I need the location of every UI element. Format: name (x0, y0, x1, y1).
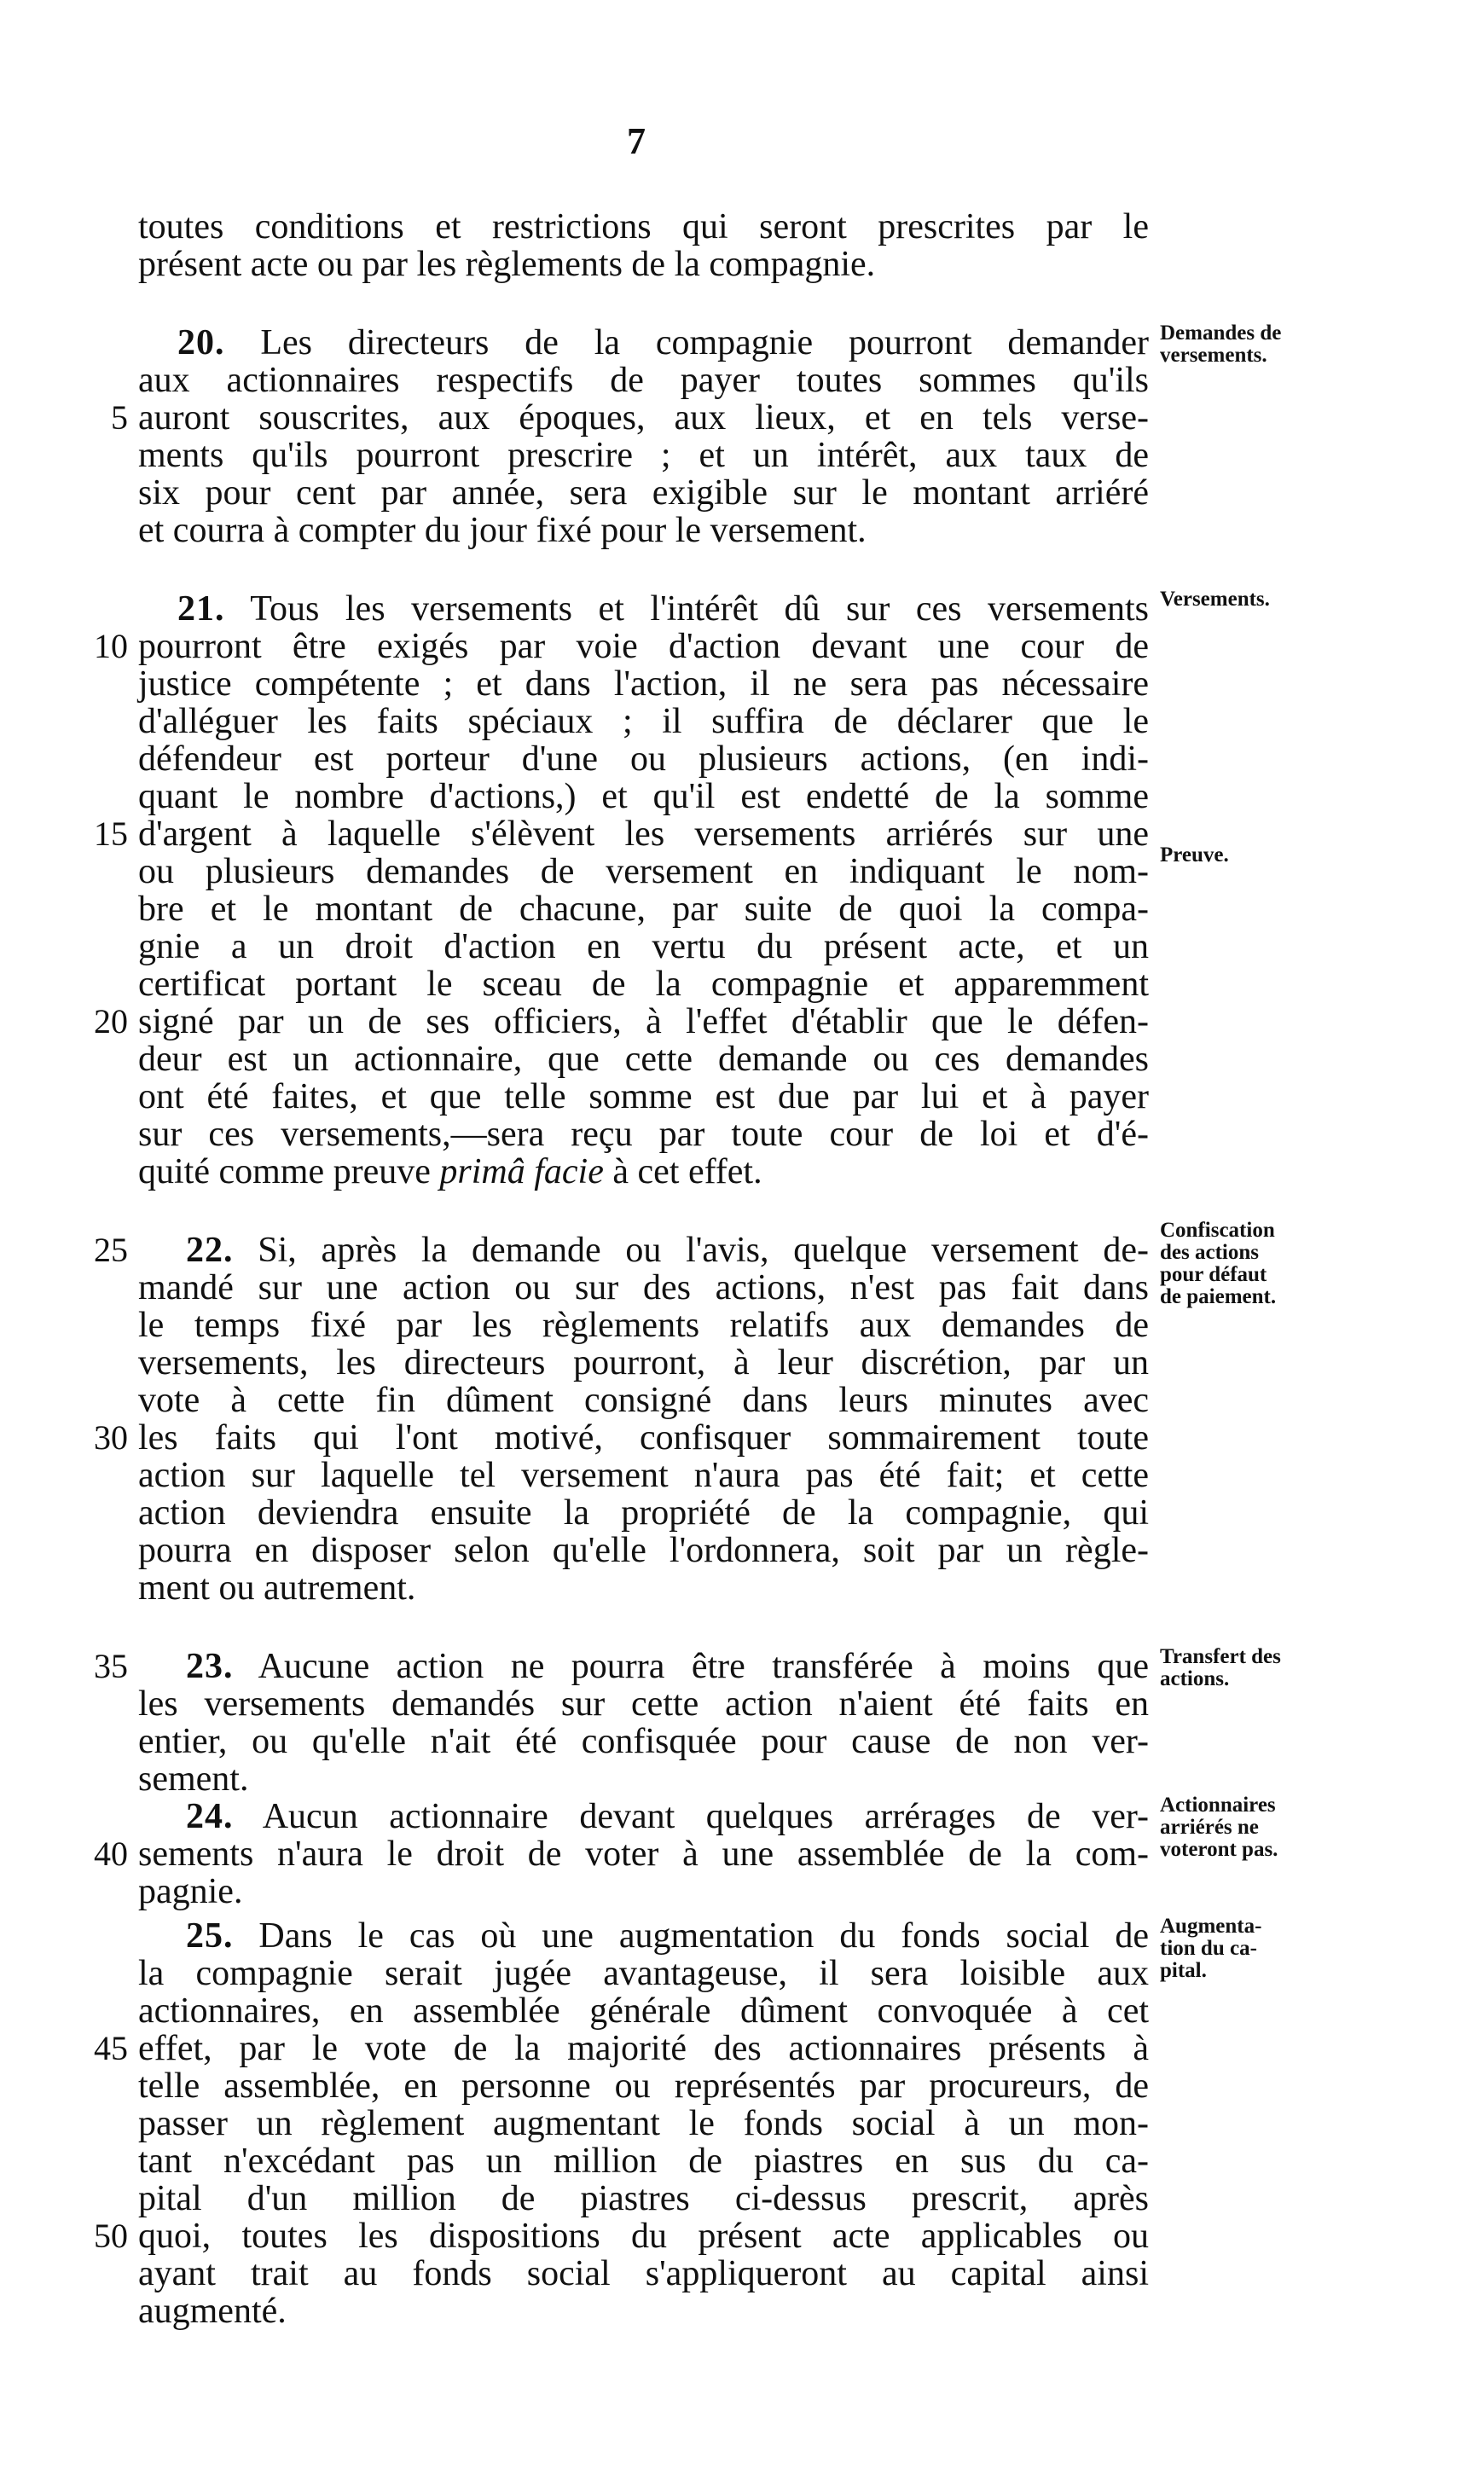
line-text: Dans le cas où une augmentation du fonds social de (258, 1916, 1149, 1956)
text-line (177, 324, 1149, 362)
margin-note (1160, 1916, 1484, 1982)
line-text: certificat portant le sceau de la compagnie et apparemment (138, 965, 1149, 1004)
line-text: ayant trait au fonds social s'appliqueront au capital ainsi (138, 2254, 1149, 2293)
text-line (138, 512, 1149, 549)
section-number: 21. (177, 589, 225, 629)
line-text: les faits qui l'ont motivé, confisquer sommairement toute (138, 1418, 1149, 1458)
margin-note (1160, 322, 1484, 367)
text-line (138, 1873, 1149, 1910)
line-text: justice compétente ; et dans l'action, il ne sera pas nécessaire (138, 664, 1149, 704)
text-line (138, 1992, 1149, 2030)
line-text: entier, ou qu'elle n'ait été confisquée pour cause de non ver- (138, 1722, 1149, 1761)
line-text: quoi, toutes les dispositions du présent acte applicables ou (138, 2217, 1149, 2256)
line-text: pourra en disposer selon qu'elle l'ordonnera, soit par un règle- (138, 1531, 1149, 1570)
margin-note-line: pital. (1160, 1959, 1207, 1982)
line-number: 25 (94, 1231, 128, 1269)
line-text: action sur laquelle tel versement n'aura pas été fait; et cette (138, 1456, 1149, 1495)
text-line (138, 1382, 1149, 1419)
text-line (138, 2292, 1149, 2330)
text-line (186, 1648, 1149, 1685)
margin-note-line: voteront pas. (1160, 1838, 1278, 1861)
line-text: bre et le montant de chacune, par suite de quoi la compa- (138, 890, 1149, 929)
text-line (138, 1955, 1149, 1992)
line-text: la compagnie serait jugée avantageuse, il sera loisible aux (138, 1954, 1149, 1993)
page-number: 7 (627, 120, 646, 162)
text-line (138, 1344, 1149, 1382)
line-text: sement. (138, 1759, 249, 1799)
line-number: 35 (94, 1647, 128, 1685)
margin-note-line: actions. (1160, 1667, 1230, 1690)
line-text: deur est un actionnaire, que cette demande ou ces demandes (138, 1040, 1149, 1079)
italic-term: primâ facie (439, 1152, 604, 1191)
text-line (138, 2067, 1149, 2105)
text-line (138, 2217, 1149, 2255)
line-text: Aucun actionnaire devant quelques arrérages de ver- (262, 1797, 1149, 1836)
line-text: sements n'aura le droit de voter à une assemblée de la com- (138, 1835, 1149, 1874)
line-text: Tous les versements et l'intérêt dû sur ces versements (250, 589, 1149, 629)
margin-note-line: pour défaut (1160, 1263, 1267, 1286)
text-line (186, 1798, 1149, 1835)
text-line (138, 399, 1149, 437)
line-text: telle assemblée, en personne ou représentés par procureurs, de (138, 2066, 1149, 2106)
line-number: 20 (94, 1002, 128, 1040)
text-line (138, 2255, 1149, 2292)
line-text: gnie a un droit d'action en vertu du présent acte, et un (138, 927, 1149, 966)
text-line (138, 890, 1149, 928)
line-text: Les directeurs de la compagnie pourront demander (260, 323, 1149, 362)
margin-note-line: Confiscation (1160, 1219, 1275, 1242)
line-text: les versements demandés sur cette action n'aient été faits en (138, 1684, 1149, 1724)
text-line (138, 815, 1149, 853)
text-line (138, 853, 1149, 890)
line-text: ments qu'ils pourront prescrire ; et un intérêt, aux taux de (138, 436, 1149, 475)
text-line (138, 1760, 1149, 1798)
line-text: action deviendra ensuite la propriété de la compagnie, qui (138, 1493, 1149, 1533)
line-text: ont été faites, et que telle somme est due par lui et à payer (138, 1077, 1149, 1116)
text-line (138, 1457, 1149, 1494)
line-number: 30 (94, 1418, 128, 1457)
text-line (138, 362, 1149, 399)
margin-note-line: arriérés ne (1160, 1816, 1259, 1839)
line-text: quant le nombre d'actions,) et qu'il est endetté de la somme (138, 777, 1149, 816)
margin-note-line: Preuve. (1160, 843, 1229, 867)
text-line (138, 1532, 1149, 1569)
text-line (138, 1153, 1149, 1191)
margin-note-line: Transfert des (1160, 1645, 1281, 1668)
margin-note-line: versements. (1160, 344, 1267, 367)
text-line (138, 778, 1149, 815)
text-line (138, 1723, 1149, 1760)
text-line (138, 703, 1149, 740)
margin-note-line: de paiement. (1160, 1285, 1277, 1308)
text-line (138, 1569, 1149, 1607)
section-number: 24. (186, 1797, 234, 1836)
line-number: 45 (94, 2029, 128, 2067)
line-text: à cet effet. (612, 1152, 762, 1191)
line-text: pagnie. (138, 1872, 243, 1911)
line-number: 10 (94, 627, 128, 665)
section-number: 25. (186, 1916, 234, 1956)
margin-note-line: tion du ca- (1160, 1937, 1257, 1960)
text-line (138, 628, 1149, 665)
text-line (138, 965, 1149, 1003)
text-line (138, 2180, 1149, 2217)
line-text: défendeur est porteur d'une ou plusieurs actions, (en indi- (138, 739, 1149, 779)
line-text: toutes conditions et restrictions qui seront prescrites par le (138, 207, 1149, 246)
margin-note (1160, 588, 1484, 611)
line-text: signé par un de ses officiers, à l'effet d'établir que le défen- (138, 1002, 1149, 1041)
margin-note-line: des actions (1160, 1241, 1259, 1264)
line-text: six pour cent par année, sera exigible sur le montant arriéré (138, 473, 1149, 513)
line-number: 5 (111, 398, 128, 437)
line-text: présent acte ou par les règlements de la compagnie. (138, 245, 876, 284)
text-line (138, 1494, 1149, 1532)
section-number: 23. (186, 1647, 234, 1686)
line-number: 15 (94, 814, 128, 853)
line-text: vote à cette fin dûment consigné dans leurs minutes avec (138, 1381, 1149, 1420)
text-line (138, 665, 1149, 703)
text-line (138, 2030, 1149, 2067)
text-line (186, 1232, 1149, 1269)
margin-note-line: Actionnaires (1160, 1794, 1276, 1817)
margin-note (1160, 1220, 1484, 1308)
text-line (177, 590, 1149, 628)
line-number: 40 (94, 1835, 128, 1873)
text-line (138, 1269, 1149, 1307)
line-text: effet, par le vote de la majorité des actionnaires présents à (138, 2029, 1149, 2068)
text-line (138, 474, 1149, 512)
text-line (138, 1419, 1149, 1457)
text-line (138, 1835, 1149, 1873)
text-line (138, 1078, 1149, 1116)
line-text: actionnaires, en assemblée générale dûment convoquée à cet (138, 1991, 1149, 2031)
line-text: mandé sur une action ou sur des actions, n'est pas fait dans (138, 1268, 1149, 1307)
line-text: d'alléguer les faits spéciaux ; il suffira de déclarer que le (138, 702, 1149, 741)
text-line (138, 2105, 1149, 2142)
line-text: Si, après la demande ou l'avis, quelque versement de- (258, 1231, 1149, 1270)
line-text: versements, les directeurs pourront, à leur discrétion, par un (138, 1343, 1149, 1382)
line-text: ou plusieurs demandes de versement en indiquant le nom- (138, 852, 1149, 891)
line-text: Aucune action ne pourra être transférée à moins que (258, 1647, 1150, 1686)
text-line (186, 1917, 1149, 1955)
line-text: et courra à compter du jour fixé pour le versement. (138, 511, 867, 550)
margin-note (1160, 844, 1484, 867)
line-text: d'argent à laquelle s'élèvent les versements arriérés sur une (138, 814, 1149, 854)
line-text: tant n'excédant pas un million de piastres en sus du ca- (138, 2142, 1149, 2181)
line-text: auront souscrites, aux époques, aux lieux, et en tels verse- (138, 398, 1149, 438)
section-number: 20. (177, 323, 225, 362)
margin-note-line: Versements. (1160, 588, 1270, 611)
text-line (138, 740, 1149, 778)
line-text: le temps fixé par les règlements relatifs aux demandes de (138, 1306, 1149, 1345)
margin-note (1160, 1794, 1484, 1861)
text-line (138, 1685, 1149, 1723)
text-line (138, 928, 1149, 965)
margin-note-line: Demandes de (1160, 322, 1282, 345)
section-number: 22. (186, 1231, 234, 1270)
line-text: ment ou autrement. (138, 1568, 416, 1608)
line-text: quité comme preuve (138, 1152, 431, 1191)
text-line (138, 246, 1149, 283)
line-text: pital d'un million de piastres ci-dessus prescrit, après (138, 2179, 1149, 2218)
margin-note-line: Augmenta- (1160, 1915, 1262, 1938)
text-line (138, 2142, 1149, 2180)
line-text: pourront être exigés par voie d'action devant une cour de (138, 627, 1149, 666)
text-line (138, 1003, 1149, 1040)
line-text: sur ces versements,—sera reçu par toute cour de loi et d'é- (138, 1115, 1149, 1154)
margin-note (1160, 1646, 1484, 1690)
line-number: 50 (94, 2217, 128, 2255)
text-line (138, 1116, 1149, 1153)
text-line (138, 1040, 1149, 1078)
line-text: augmenté. (138, 2292, 287, 2331)
text-line (138, 1307, 1149, 1344)
text-line (138, 437, 1149, 474)
line-text: passer un règlement augmentant le fonds social à un mon- (138, 2104, 1149, 2143)
text-line (138, 208, 1149, 246)
line-text: aux actionnaires respectifs de payer toutes sommes qu'ils (138, 361, 1149, 400)
